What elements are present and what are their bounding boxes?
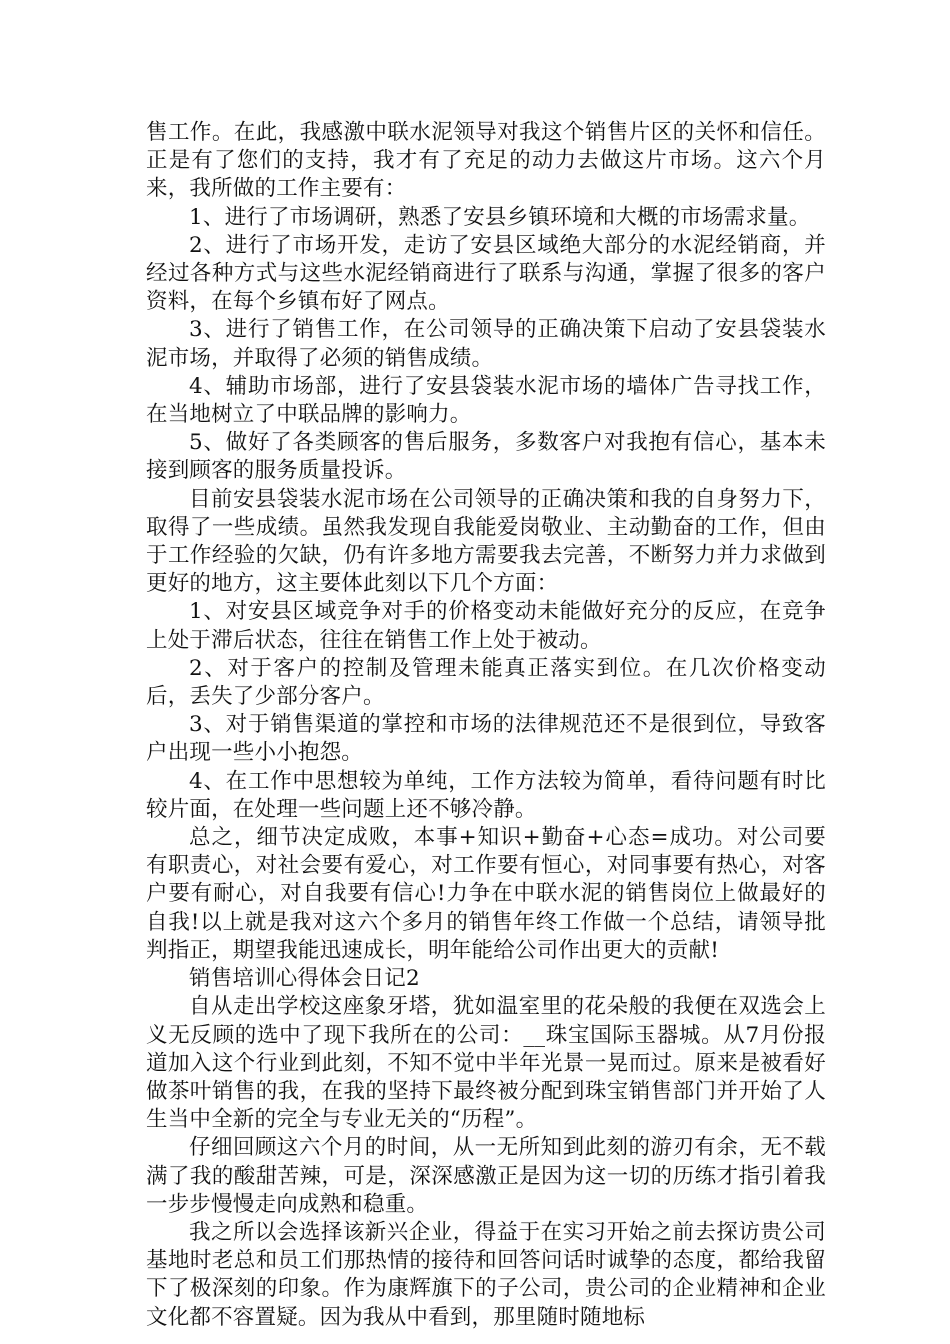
paragraph: 3、进行了销售工作，在公司领导的正确决策下启动了安县袋装水泥市场，并取得了必须的销售成绩。 — [146, 317, 826, 371]
document-body — [146, 119, 826, 1332]
paragraph: 自从走出学校这座象牙塔，犹如温室里的花朵般的我便在双选会上义无反顾的选中了现下我所在的公司：__珠宝国际玉器城。从7月份报道加入这个行业到此刻，不知不觉中半年光景一晃而过。原来是被看好做茶叶销售的我，在我的坚持下最终被分配到珠宝销售部门并开始了人生当中全新的完全与专业无关的“历程”。 — [146, 994, 826, 1133]
paragraph: 2、进行了市场开发，走访了安县区域绝大部分的水泥经销商，并经过各种方式与这些水泥经销商进行了联系与沟通，掌握了很多的客户资料，在每个乡镇布好了网点。 — [146, 232, 826, 315]
paragraph: 5、做好了各类顾客的售后服务，多数客户对我抱有信心，基本未接到顾客的服务质量投诉。 — [146, 430, 826, 484]
paragraph: 1、进行了市场调研，熟悉了安县乡镇环境和大概的市场需求量。 — [189, 204, 811, 230]
paragraph: 3、对于销售渠道的掌控和市场的法律规范还不是很到位，导致客户出现一些小小抱怨。 — [146, 712, 826, 766]
paragraph: 4、辅助市场部，进行了安县袋装水泥市场的墙体广告寻找工作，在当地树立了中联品牌的影响力。 — [146, 373, 826, 428]
paragraph: 4、在工作中思想较为单纯，工作方法较为简单，看待问题有时比较片面，在处理一些问题上还不够冷静。 — [146, 768, 826, 822]
paragraph: 售工作。在此，我感激中联水泥领导对我这个销售片区的关怀和信任。正是有了您们的支持，我才有了充足的动力去做这片市场。这六个月来，我所做的工作主要有： — [146, 120, 826, 202]
paragraph: 2、对于客户的控制及管理未能真正落实到位。在几次价格变动后，丢失了少部分客户。 — [146, 655, 826, 710]
paragraph: 总之，细节决定成败，本事+知识+勤奋+心态=成功。对公司要有职责心，对社会要有爱心，对工作要有恒心，对同事要有热心，对客户要有耐心，对自我要有信心!力争在中联水泥的销售岗位上做最好的自我!以上就是我对这六个多月的销售年终工作做一个总结，请领导批判指正，期望我能迅速成长，明年能给公司作出更大的贡献! — [146, 825, 826, 963]
section-heading: 销售培训心得体会日记2 — [189, 966, 420, 992]
paragraph: 仔细回顾这六个月的时间，从一无所知到此刻的游刃有余，无不载满了我的酸甜苦辣，可是，深深感激正是因为这一切的历练才指引着我一步步慢慢走向成熟和稳重。 — [146, 1135, 826, 1217]
paragraph: 1、对安县区域竞争对手的价格变动未能做好充分的反应，在竞争上处于滞后状态，往往在销售工作上处于被动。 — [146, 599, 826, 653]
paragraph: 目前安县袋装水泥市场在公司领导的正确决策和我的自身努力下，取得了一些成绩。虽然我发现自我能爱岗敬业、主动勤奋的工作，但由于工作经验的欠缺，仍有许多地方需要我去完善，不断努力并力求做到更好的地方，这主要体此刻以下几个方面： — [146, 486, 826, 597]
paragraph: 我之所以会选择该新兴企业，得益于在实习开始之前去探访贵公司基地时老总和员工们那热情的接待和回答问话时诚挚的态度，都给我留下了极深刻的印象。作为康辉旗下的子公司，贵公司的企业精神和企业文化都不容置疑。因为我从中看到，那里随时随地标 — [146, 1219, 826, 1330]
